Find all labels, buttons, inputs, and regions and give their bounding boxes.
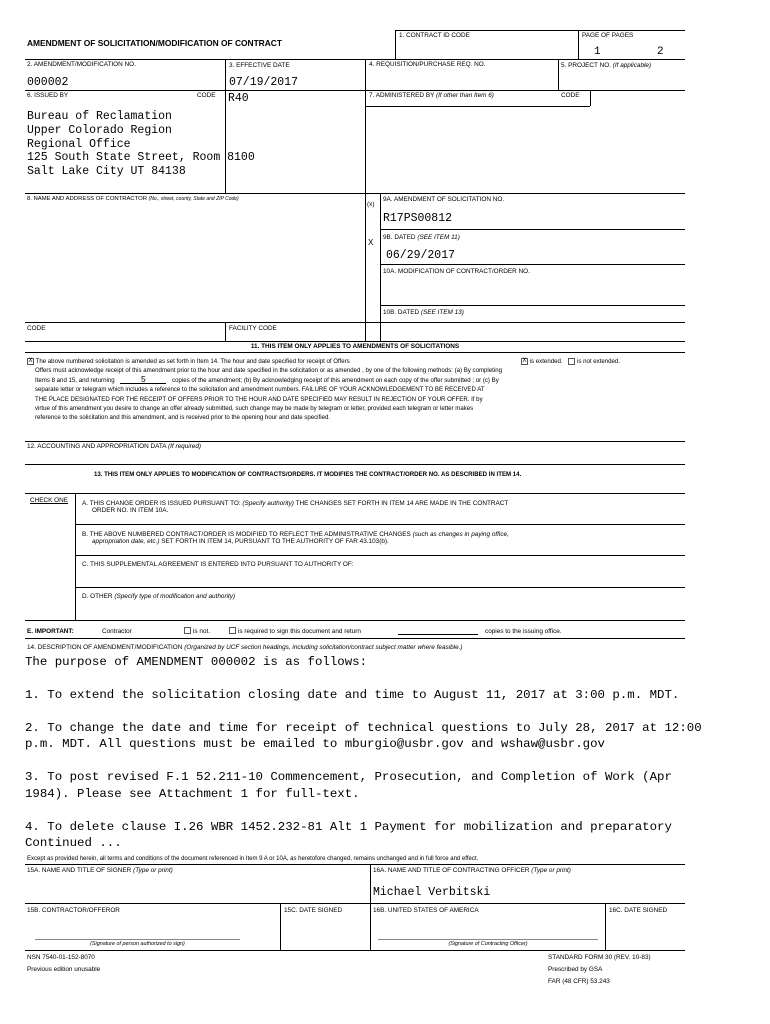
rule <box>25 59 685 60</box>
column-x-mark: (x) <box>367 201 375 208</box>
item13b-note: appropriation date, etc.) <box>92 538 160 545</box>
rule <box>25 322 685 323</box>
rule <box>365 106 590 107</box>
item11-line: reference to the solicitation and this amendment, and is received prior to the opening hour and date specified. <box>35 414 331 422</box>
rule <box>75 524 685 525</box>
issued-by-code-label: CODE <box>197 92 216 99</box>
rule <box>380 305 685 306</box>
not-extended-label: is not extended. <box>576 358 621 365</box>
rule <box>25 493 685 494</box>
administered-by-code-label: CODE <box>561 92 580 99</box>
item13d-note: (Specify type of modification and authority) <box>114 593 236 600</box>
item13b-text: B. THE ABOVE NUMBERED CONTRACT/ORDER IS MODIFIED TO REFLECT THE ADMINISTRATIVE CHANGES <box>82 531 411 538</box>
description-line: The purpose of AMENDMENT 000002 is as follows: <box>25 655 368 669</box>
copies-count: 5 <box>120 376 166 384</box>
item13d-text: D. OTHER <box>82 593 113 600</box>
extended-label: is extended. <box>529 358 563 365</box>
item13a-text: A. THIS CHANGE ORDER IS ISSUED PURSUANT TO: <box>82 500 241 507</box>
amendment-no-value: 000002 <box>27 76 69 89</box>
page-total: 2 <box>657 46 664 58</box>
issued-by-code-value: R40 <box>228 92 249 105</box>
description-line: 1984). Please see Attachment 1 for full-text. <box>25 787 360 801</box>
is-not-label: is not. <box>193 628 211 635</box>
description-label: 14. DESCRIPTION OF AMENDMENT/MODIFICATION <box>27 644 183 651</box>
rule <box>380 229 685 230</box>
rule <box>370 864 371 950</box>
nsn-number: NSN 7540-01-152-8070 <box>27 954 95 961</box>
important-label: E. IMPORTANT: <box>27 628 74 635</box>
dated-10b-note: (SEE ITEM 13) <box>420 309 464 316</box>
amendment-no-label: 2. AMENDMENT/MODIFICATION NO. <box>27 61 136 68</box>
rule <box>395 30 685 31</box>
administered-by-note: (If other than Item 6) <box>436 92 494 99</box>
rule <box>380 193 381 341</box>
rule <box>25 441 685 442</box>
rule <box>25 903 685 904</box>
rule <box>25 341 685 342</box>
item13b-text: SET FORTH IN ITEM 14, PURSUANT TO THE AUTHORITY OF FAR 43.103(b). <box>161 538 389 545</box>
item13a-text: THE CHANGES SET FORTH IN ITEM 14 ARE MADE IN THE CONTRACT <box>295 500 509 507</box>
amend-checkbox[interactable]: X <box>28 357 33 364</box>
rule <box>380 264 685 265</box>
description-line: 2. To change the date and time for receipt of technical questions to July 28, 2017 at 12:00 <box>25 721 702 735</box>
united-states-label: 16B. UNITED STATES OF AMERICA <box>373 907 479 914</box>
except-provided-text: Except as provided herein, all terms and conditions of the document referenced in Item 9 A or 10A, as heretofore changed, remains unchanged and in full force and effect. <box>27 856 479 862</box>
rule <box>605 903 606 950</box>
dated-9b-label: 9B. DATED <box>383 234 416 241</box>
date-signed-16c-label: 16C. DATE SIGNED <box>609 907 668 914</box>
contractor-signature-caption: (Signature of person authorized to sign) <box>90 941 185 947</box>
extended-checkbox[interactable]: X <box>522 357 527 364</box>
contractor-address-note: (No., street, county, State and ZIP Code) <box>148 196 239 202</box>
solicitation-no-label: 9A. AMENDMENT OF SOLICITATION NO. <box>383 196 505 203</box>
rule <box>225 322 226 341</box>
dated-10b-label: 10B. DATED <box>383 309 420 316</box>
page-number: 1 <box>594 46 601 58</box>
contractor-offeror-label: 15B. CONTRACTOR/OFFEROR <box>27 907 120 914</box>
rule <box>578 30 579 59</box>
contracting-officer-name: Michael Verbitski <box>373 886 491 899</box>
description-line: 4. To delete clause I.26 WBR 1452.232-81 Alt 1 Payment for mobilization and preparatory <box>25 820 672 834</box>
contracting-officer-label: 16A. NAME AND TITLE OF CONTRACTING OFFICER <box>373 867 530 874</box>
issuer-address-line: Salt Lake City UT 84138 <box>27 165 186 179</box>
accounting-data-label: 12. ACCOUNTING AND APPROPRIATION DATA <box>27 443 167 450</box>
rule <box>25 638 685 639</box>
is-not-checkbox[interactable] <box>184 627 191 634</box>
is-required-checkbox[interactable] <box>229 627 236 634</box>
not-extended-checkbox[interactable] <box>568 358 575 365</box>
issuer-address-line: Upper Colorado Region <box>27 123 172 137</box>
form-title: AMENDMENT OF SOLICITATION/MODIFICATION OF CONTRACT <box>27 38 282 48</box>
copies-blank[interactable] <box>398 634 478 635</box>
rule <box>25 352 685 353</box>
item11-line: separate letter or telegram which includes a reference to the solicitation and amendment numbers. FAILURE OF YOUR ACKNOWLEDGEMENT TO BE RECEIVED AT <box>35 386 485 394</box>
rule <box>558 59 559 90</box>
rule <box>25 950 685 951</box>
item11-line: virtue of this amendment you desire to change an offer already submitted, such change may be made by telegram or letter, provided each telegram or letter makes <box>35 405 474 413</box>
signer-name-note: (Type or print) <box>133 867 173 874</box>
rule <box>75 493 76 620</box>
contractor-signature-line[interactable] <box>35 939 240 940</box>
contractor-code-label: CODE <box>27 325 46 332</box>
project-no-note: (If applicable) <box>612 62 652 69</box>
important-contractor: Contractor <box>102 628 132 635</box>
item13a-text: ORDER NO. IN ITEM 10A. <box>92 507 169 514</box>
copies-tail-label: copies to the issuing office. <box>485 628 562 635</box>
far-reference: FAR (48 CFR) 53.243 <box>548 978 610 985</box>
description-line: p.m. MDT. All questions must be emailed to mburgio@usbr.gov and wshaw@usbr.gov <box>25 737 605 751</box>
rule <box>590 90 591 106</box>
item11-body <box>27 357 717 423</box>
is-required-label: is required to sign this document and return <box>238 628 361 635</box>
rule <box>75 587 685 588</box>
description-line: 3. To post revised F.1 52.211-10 Commencement, Prosecution, and Completion of Work (Apr <box>25 770 672 784</box>
description-note: (Organized by UCF section headings, including solicitation/contract subject matter where feasible.) <box>184 644 463 651</box>
issuer-address-line: Bureau of Reclamation <box>27 110 172 123</box>
effective-date-value: 07/19/2017 <box>229 76 299 89</box>
solicitation-no-value: R17PS00812 <box>383 212 453 225</box>
issued-by-label: 6. ISSUED BY <box>27 92 69 99</box>
signer-name-label: 15A. NAME AND TITLE OF SIGNER <box>27 867 132 874</box>
modification-no-label: 10A. MODIFICATION OF CONTRACT/ORDER NO. <box>383 268 530 275</box>
rule <box>25 864 685 865</box>
item11-line: The above numbered solicitation is amended as set forth in Item 14. The hour and date specified for receipt of Offers <box>35 358 350 365</box>
item13-header: 13. THIS ITEM ONLY APPLIES TO MODIFICATION OF CONTRACTS/ORDERS. IT MODIFIES THE CONTRACT/ORDER NO. AS DESCRIBED IN ITEM 14. <box>94 471 522 478</box>
facility-code-label: FACILITY CODE <box>229 325 277 332</box>
previous-edition-note: Previous edition unusable <box>27 966 101 973</box>
issuer-address-line: Regional Office <box>27 137 131 151</box>
description-line: 1. To extend the solicitation closing date and time to August 11, 2017 at 3:00 p.m. MDT. <box>25 688 680 702</box>
rule <box>280 903 281 950</box>
date-signed-15c-label: 15C. DATE SIGNED <box>284 907 343 914</box>
administered-by-label: 7. ADMINISTERED BY <box>369 92 435 99</box>
rule <box>25 464 685 465</box>
dated-9b-value: 06/29/2017 <box>386 249 456 262</box>
standard-form-id: STANDARD FORM 30 (REV. 10-83) <box>548 954 651 961</box>
item11-line: Items 8 and 15, and returning <box>35 376 115 384</box>
description-line: Continued ... <box>25 836 122 850</box>
project-no-label: 5. PROJECT NO. <box>561 62 611 69</box>
rule <box>395 30 396 59</box>
page-of-pages-label: PAGE OF PAGES <box>582 32 634 39</box>
requisition-no-label: 4. REQUISITION/PURCHASE REQ. NO. <box>369 61 486 68</box>
item13c-text: C. THIS SUPPLEMENTAL AGREEMENT IS ENTERED INTO PURSUANT TO AUTHORITY OF: <box>82 561 354 568</box>
rule <box>25 90 685 91</box>
accounting-data-note: (If required) <box>167 443 202 450</box>
item11-line: copies of the amendment; (b) By acknowledging receipt of this amendment on each copy of the offer submitted ; or (c) By <box>172 376 499 384</box>
prescribed-by: Prescribed by GSA <box>548 966 603 973</box>
item13a-note: (Specify authority) <box>242 500 294 507</box>
item13b-note: (such as changes in paying office, <box>412 531 509 538</box>
contracting-officer-note: (Type or print) <box>531 867 571 874</box>
check-one-label: CHECK ONE <box>30 497 68 504</box>
rule <box>25 620 685 621</box>
item11-header: 11. THIS ITEM ONLY APPLIES TO AMENDMENTS OF SOLICITATIONS <box>250 343 460 350</box>
issuer-address <box>27 110 255 179</box>
dated-9b-mark: X <box>368 238 374 247</box>
officer-signature-caption: (Signature of Contracting Officer) <box>448 941 528 947</box>
officer-signature-line[interactable] <box>378 939 598 940</box>
rule <box>25 193 685 194</box>
item11-line: THE PLACE DESIGNATED FOR THE RECEIPT OF OFFERS PRIOR TO THE HOUR AND DATE SPECIFIED MAY RESULT IN REJECTION OF YOUR OFFER. If by <box>35 395 483 403</box>
item11-line: Offers must acknowledge receipt of this amendment prior to the hour and date specified in the solicitation or as amended , by one of the following methods: (a) By completing <box>35 367 502 375</box>
rule <box>75 555 685 556</box>
dated-9b-note: (SEE ITEM 11) <box>417 234 460 241</box>
issuer-address-line: 125 South State Street, Room 8100 <box>27 151 255 165</box>
contract-id-code-label: 1. CONTRACT ID CODE <box>399 32 470 39</box>
effective-date-label: 3. EFFECTIVE DATE <box>229 62 290 69</box>
rule <box>365 59 366 341</box>
contractor-address-label: 8. NAME AND ADDRESS OF CONTRACTOR <box>27 196 148 202</box>
